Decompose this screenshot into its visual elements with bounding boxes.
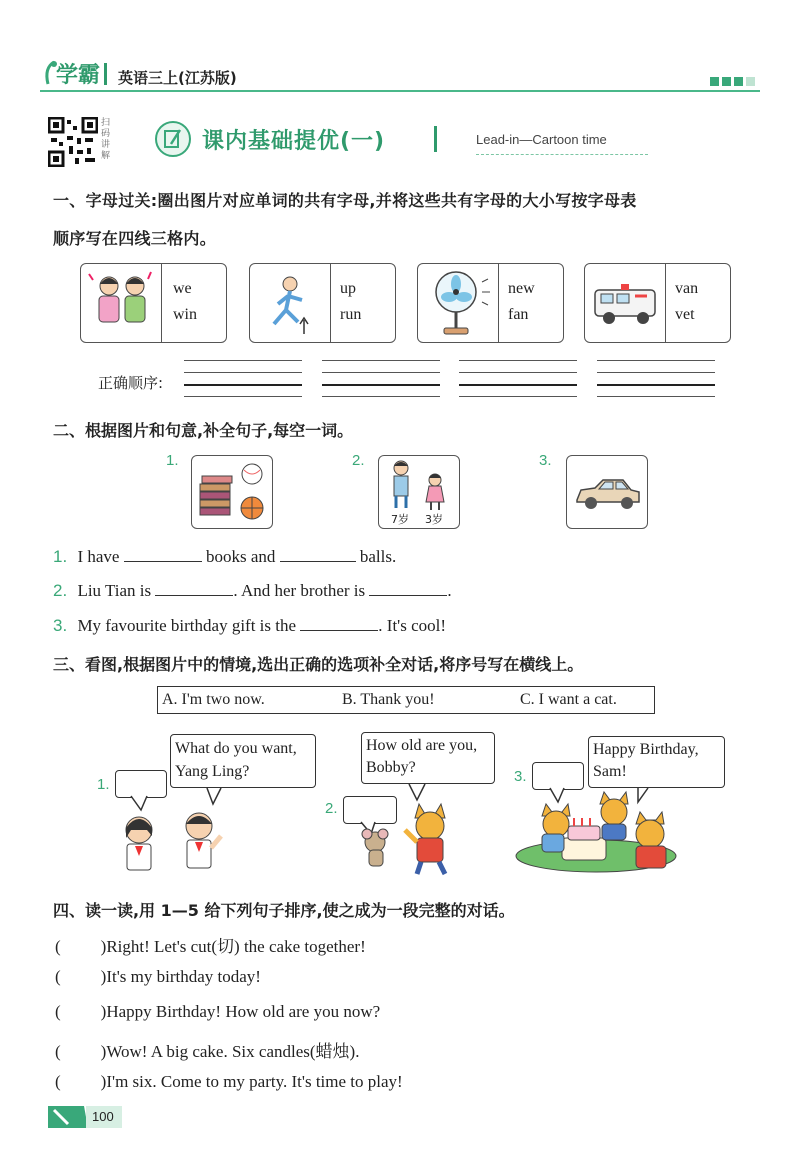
card-picture: [250, 264, 331, 342]
scene-number-2: 2.: [325, 800, 338, 817]
order-paren-left: (: [55, 937, 61, 956]
ordering-item-3: [55, 1002, 380, 1022]
running-boy-picture: [250, 264, 330, 342]
options-box: [157, 686, 655, 714]
sentence-text: My favourite birthday gift is the: [77, 616, 297, 635]
card-word-1: new: [508, 280, 535, 297]
header: [40, 58, 760, 92]
order-answer-slot[interactable]: [65, 1002, 95, 1024]
order-paren-left: (: [55, 1002, 61, 1021]
scene-3-birthday-party: [512, 730, 730, 880]
page-number: 100: [92, 1109, 114, 1124]
sentence-text: I have: [77, 547, 120, 566]
sentence-1: [53, 547, 396, 567]
ordering-item-1: [55, 932, 366, 957]
footer-page-tab: [48, 1106, 122, 1128]
ordering-item-4: [55, 1037, 359, 1062]
card-word-1: van: [675, 280, 699, 297]
sentence-number: 2.: [53, 581, 68, 600]
order-paren-right: ): [100, 1072, 107, 1091]
ordering-text: Right! Let's cut(切) the cake together!: [106, 937, 366, 956]
part1-instruction-2: 顺序写在四线三格内。: [53, 229, 217, 248]
word-card-3: [417, 263, 564, 343]
qr-code-icon[interactable]: [48, 117, 98, 167]
word-card-4: [584, 263, 731, 343]
scene-1-children: [95, 730, 325, 880]
ordering-item-5: [55, 1072, 403, 1092]
sentence-text: . It's cool!: [378, 616, 447, 635]
header-rule: [40, 90, 760, 92]
section-subtitle: Lead-in—Cartoon time: [476, 132, 607, 147]
order-paren-right: ): [100, 1002, 107, 1021]
ordering-text: Happy Birthday! How old are you now?: [106, 1002, 381, 1021]
ordering-item-2: [55, 967, 261, 987]
four-line-grid-3[interactable]: [459, 360, 577, 396]
order-paren-right: ): [100, 967, 107, 986]
car-picture: [566, 455, 648, 529]
sentence-text: Liu Tian is: [77, 581, 152, 600]
card-word-2: fan: [508, 306, 529, 323]
girl-boy-ages-picture: [378, 455, 460, 529]
sentence-text: .: [447, 581, 452, 600]
ordering-text: I'm six. Come to my party. It's time to play!: [106, 1072, 403, 1091]
order-answer-slot[interactable]: [65, 967, 95, 989]
van-picture: [585, 264, 665, 342]
part3-instruction: 三、看图,根据图片中的情境,选出正确的选项补全对话,将序号写在横线上。: [53, 655, 584, 674]
four-line-grid-2[interactable]: [322, 360, 440, 396]
order-paren-right: ): [100, 1042, 107, 1061]
part4-instruction: 四、读一读,用 1—5 给下列句子排序,使之成为一段完整的对话。: [53, 901, 515, 920]
order-paren-left: (: [55, 967, 61, 986]
scene-number-1: 1.: [97, 776, 110, 793]
order-answer-slot[interactable]: [65, 932, 95, 954]
picture-number-2: 2.: [352, 452, 365, 469]
section-title-block: [154, 120, 654, 162]
page-corner-icon: [48, 1106, 88, 1128]
part2-instruction: 二、根据图片和句意,补全句子,每空一词。: [53, 421, 354, 440]
title-divider: [434, 126, 437, 152]
ordering-text: Wow! A big cake. Six candles(蜡烛).: [106, 1042, 360, 1061]
order-paren-right: ): [100, 937, 107, 956]
card-word-1: we: [173, 280, 192, 297]
answer-blank[interactable]: [124, 561, 202, 562]
answer-blank[interactable]: [369, 595, 447, 596]
answer-blank[interactable]: [300, 630, 378, 631]
card-picture: [418, 264, 499, 342]
card-word-1: up: [340, 280, 356, 297]
picture-number-3: 3.: [539, 452, 552, 469]
word-card-1: [80, 263, 227, 343]
bubble-text: Happy Birthday, Sam!: [593, 741, 699, 780]
sentence-text: balls.: [359, 547, 397, 566]
part1-instruction-1: 一、字母过关:圈出图片对应单词的共有字母,并将这些共有字母的大小写按字母表: [53, 191, 637, 210]
age-label-2: 3岁: [425, 513, 443, 526]
books-balls-picture: [191, 455, 273, 529]
card-word-2: run: [340, 306, 362, 323]
option-b: B. Thank you!: [342, 691, 435, 708]
scene-number-3: 3.: [514, 768, 527, 785]
sentence-number: 3.: [53, 616, 68, 635]
answer-blank[interactable]: [155, 595, 233, 596]
card-picture: [585, 264, 666, 342]
scene-2-mouse-cat: [325, 730, 515, 880]
sentence-number: 1.: [53, 547, 68, 566]
scene-1: [95, 730, 325, 880]
scene-2: [325, 730, 515, 880]
book-title: 英语三上(江苏版): [118, 69, 237, 87]
scene-3: [512, 730, 730, 880]
header-divider: [104, 63, 107, 85]
sentence-3: [53, 616, 446, 636]
card-word-2: vet: [675, 306, 695, 323]
order-paren-left: (: [55, 1042, 61, 1061]
answer-blank[interactable]: [280, 561, 356, 562]
picture-number-1: 1.: [166, 452, 179, 469]
option-c: C. I want a cat.: [520, 691, 617, 708]
bubble-text: What do you want, Yang Ling?: [175, 740, 297, 780]
sentence-text: books and: [205, 547, 276, 566]
two-children-picture: [81, 264, 161, 342]
sentence-text: . And her brother is: [233, 581, 366, 600]
header-squares: [710, 72, 760, 82]
section-title: 课内基础提优(一): [202, 129, 386, 154]
order-answer-slot[interactable]: [65, 1037, 95, 1059]
four-line-grid-4[interactable]: [597, 360, 715, 396]
subtitle-dotted-rule: [476, 154, 648, 155]
option-a: A. I'm two now.: [162, 691, 265, 708]
pen-note-icon: [154, 120, 192, 158]
bubble-text: How old are you, Bobby?: [366, 737, 478, 776]
card-word-2: win: [173, 306, 197, 323]
ordering-text: It's my birthday today!: [106, 967, 261, 986]
sentence-2: [53, 581, 452, 601]
order-answer-slot[interactable]: [65, 1072, 95, 1094]
card-picture: [81, 264, 162, 342]
word-card-2: [249, 263, 396, 343]
qr-caption: 扫码讲解: [101, 118, 111, 161]
order-paren-left: (: [55, 1072, 61, 1091]
four-line-grid-1[interactable]: [184, 360, 302, 396]
fan-picture: [418, 264, 498, 342]
logo-text: 学霸: [56, 63, 101, 88]
correct-order-label: 正确顺序:: [98, 374, 164, 392]
age-label-1: 7岁: [391, 513, 409, 526]
